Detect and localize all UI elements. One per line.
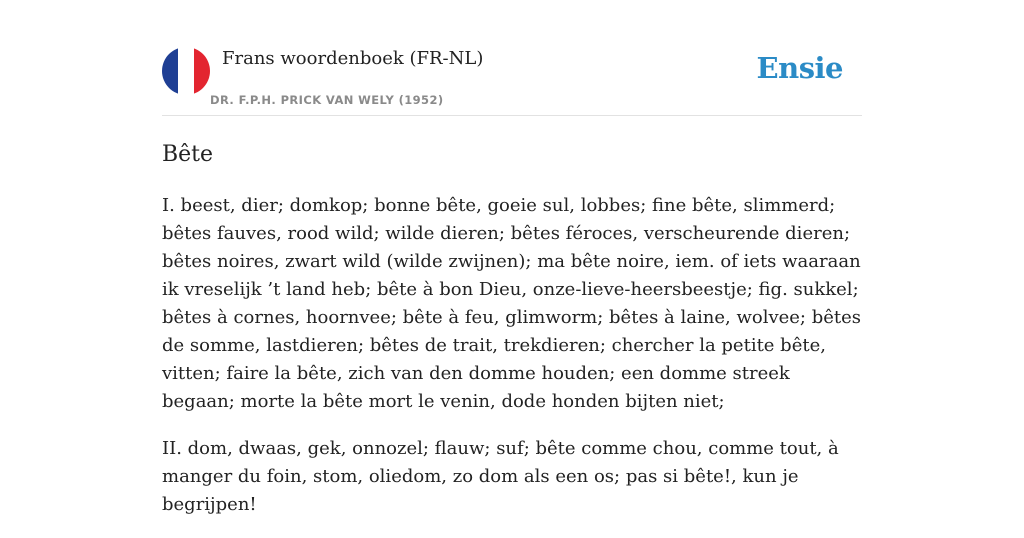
dictionary-header: [162, 0, 862, 116]
dictionary-page: [162, 0, 862, 515]
dictionary-title-link[interactable]: Frans woordenboek (FR-NL): [222, 48, 484, 69]
definition-sense-2: II. dom, dwaas, gek, onnozel; flauw; suf; bête comme chou, comme tout, à manger du foin, stom, oliedom, zo dom als een os; pas si bête!, kun je begrijpen!: [162, 438, 839, 515]
dictionary-author: DR. F.P.H. PRICK VAN WELY (1952): [210, 93, 444, 107]
flag-stripe-red: [194, 47, 210, 95]
definition-sense-1: I. beest, dier; domkop; bonne bête, goeie sul, lobbes; fine bête, slimmerd; bêtes fauves, rood wild; wilde dieren; bêtes féroces, verscheurende dieren; bêtes noires, zwart wild (wilde zwijnen); ma bête noire, iem. of iets waaraan ik vreselijk ’t land heb; bête à bon Dieu, onze-lieve-heersbeestje; fig. sukkel; bêtes à cornes, hoornvee; bête à feu, glimworm; bêtes à laine, wolvee; bêtes de somme, lastdieren; bêtes de trait, trekdieren; chercher la petite bête, vitten; faire la bête, zich van den domme houden; een domme streek begaan; morte la bête mort le venin, dode honden bijten niet;: [162, 195, 862, 412]
entry-headword: Bête: [162, 142, 214, 167]
flag-stripe-blue: [162, 47, 178, 95]
flag-stripe-white: [178, 47, 194, 95]
french-flag-icon: [162, 47, 210, 95]
entry-definition: [162, 192, 862, 538]
ensie-logo-link[interactable]: Ensie: [756, 51, 843, 85]
